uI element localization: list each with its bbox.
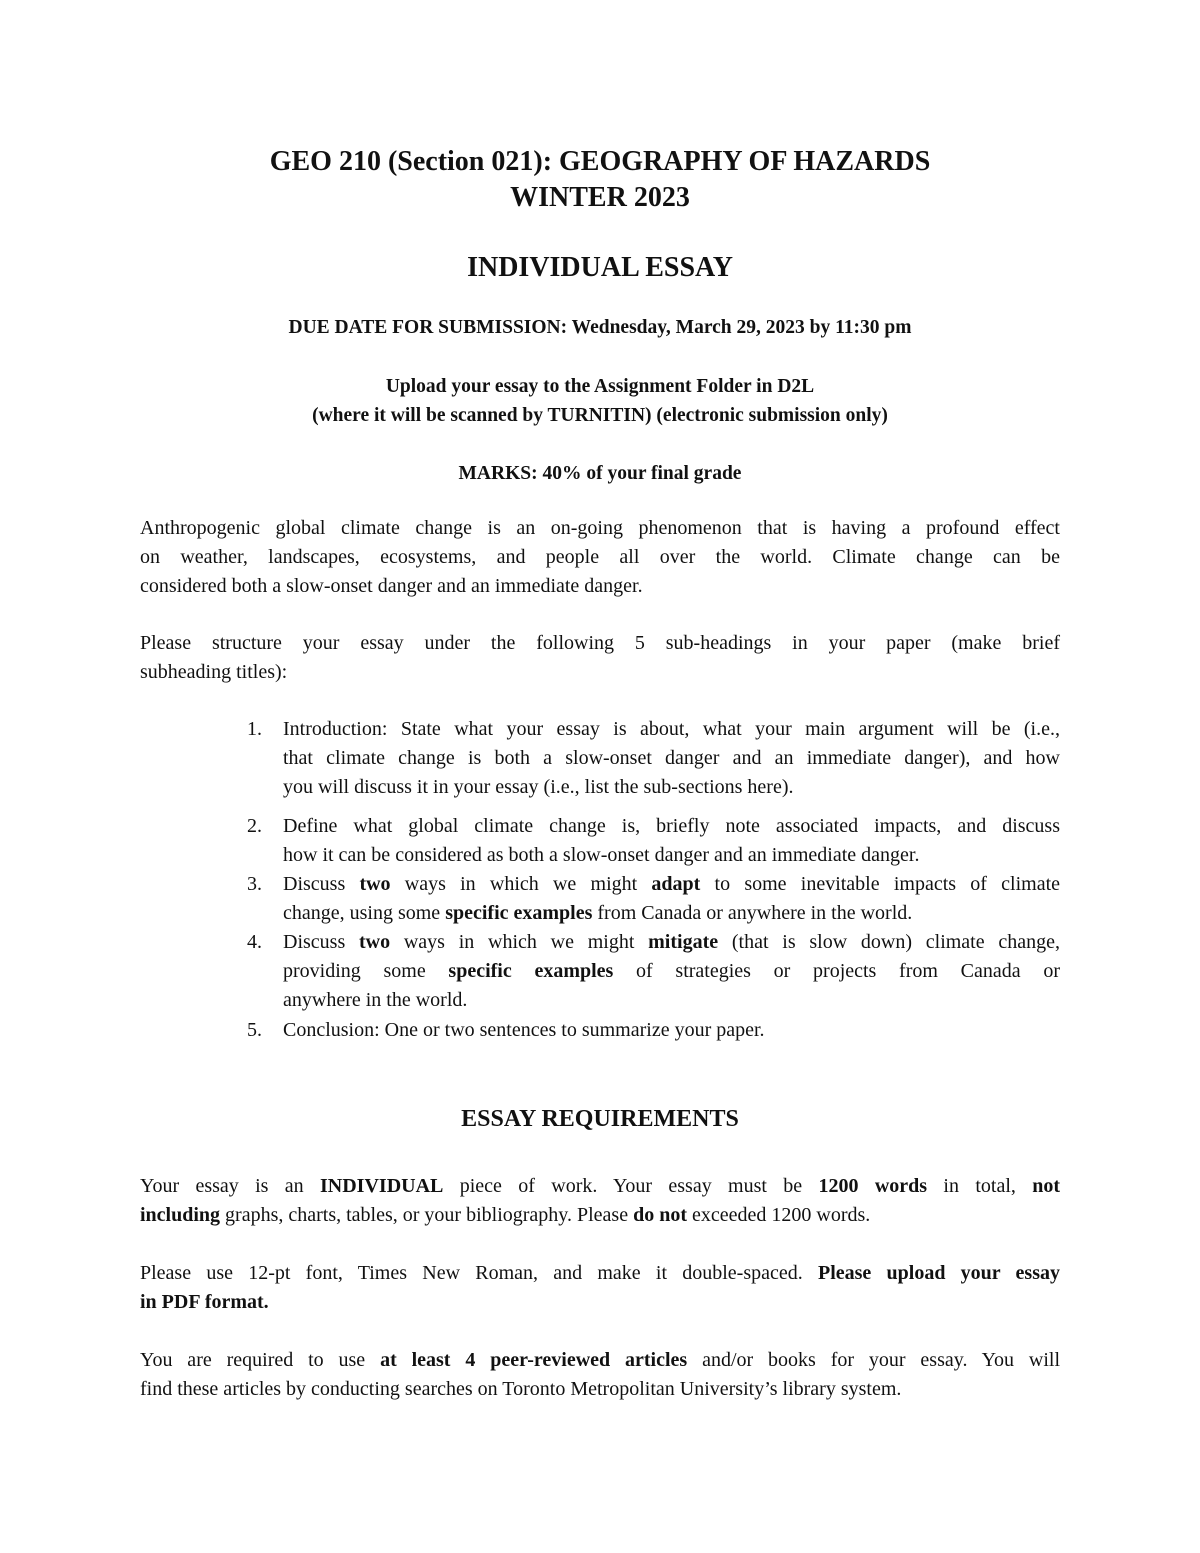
intro-paragraph <box>140 514 1060 601</box>
text: Define what global climate change is, briefly note associated impacts, and discuss <box>283 815 1060 837</box>
text-line <box>283 812 1060 841</box>
bold-text: 1200 words <box>818 1175 928 1197</box>
text: Your essay is an <box>140 1175 321 1197</box>
text-line <box>283 744 1060 773</box>
text: subheading titles): <box>140 661 288 683</box>
text-line <box>283 870 1060 899</box>
bold-text: in PDF format. <box>140 1291 269 1313</box>
text: Conclusion: One or two sentences to summarize your paper. <box>283 1019 765 1041</box>
bold-text: specific examples <box>445 902 593 924</box>
bold-text: do not <box>633 1204 687 1226</box>
text: (that is slow down) climate change, <box>718 931 1060 953</box>
list-number: 2. <box>247 815 262 837</box>
bold-text: mitigate <box>648 931 719 953</box>
text-line <box>283 899 1060 928</box>
list-number: 3. <box>247 873 262 895</box>
bold-text: including <box>140 1204 221 1226</box>
text-line <box>140 1201 1060 1230</box>
text-line <box>140 1346 1060 1375</box>
text-line <box>283 1016 1060 1045</box>
text: that climate change is both a slow-onset danger and an immediate danger), and how <box>283 747 1060 769</box>
text: Please structure your essay under the following 5 sub-headings in your paper (make brief <box>140 632 1060 654</box>
text: you will discuss it in your essay (i.e., list the sub-sections here). <box>283 776 794 798</box>
due-date: DUE DATE FOR SUBMISSION: Wednesday, March 29, 2023 by 11:30 pm <box>288 317 912 338</box>
text-line <box>140 543 1060 572</box>
text-line <box>283 715 1060 744</box>
bold-text: two <box>358 931 391 953</box>
text: and/or books for your essay. You will <box>687 1349 1061 1371</box>
list-item-text <box>283 928 1060 1015</box>
text: from Canada or anywhere in the world. <box>592 902 913 924</box>
text: You are required to use <box>140 1349 381 1371</box>
text: Discuss <box>283 931 359 953</box>
bold-text: adapt <box>651 873 701 895</box>
essay-title: INDIVIDUAL ESSAY <box>467 252 733 283</box>
text-line <box>283 928 1060 957</box>
bold-text: specific examples <box>448 960 614 982</box>
requirements-paragraph-2 <box>140 1259 1060 1317</box>
text: graphs, charts, tables, or your bibliography. Please <box>220 1204 634 1226</box>
bold-text: two <box>359 873 391 895</box>
bold-text: Please upload your essay <box>817 1262 1060 1284</box>
text-line <box>140 514 1060 543</box>
text: considered both a slow-onset danger and an immediate danger. <box>140 575 643 597</box>
marks: MARKS: 40% of your final grade <box>458 463 742 484</box>
text: in total, <box>927 1175 1033 1197</box>
requirements-heading: ESSAY REQUIREMENTS <box>461 1106 739 1132</box>
term: WINTER 2023 <box>510 182 690 213</box>
text: change, using some <box>283 902 446 924</box>
text: piece of work. Your essay must be <box>443 1175 819 1197</box>
text-line <box>140 658 1060 687</box>
upload-instructions: Upload your essay to the Assignment Folder in D2L <box>385 376 815 397</box>
text: ways in which we might <box>390 931 649 953</box>
text-line <box>283 957 1060 986</box>
text: on weather, landscapes, ecosystems, and people all over the world. Climate change can be <box>140 546 1060 568</box>
text: how it can be considered as both a slow-onset danger and an immediate danger. <box>283 844 920 866</box>
bold-text: at least 4 peer-reviewed articles <box>380 1349 688 1371</box>
text-line <box>283 841 1060 870</box>
list-item-text <box>283 1016 1060 1045</box>
text: find these articles by conducting searches on Toronto Metropolitan University’s library system. <box>140 1378 902 1400</box>
text: Please use 12-pt font, Times New Roman, and make it double-spaced. <box>140 1262 818 1284</box>
text: Introduction: State what your essay is about, what your main argument will be (i.e., <box>283 718 1060 740</box>
upload-note: (where it will be scanned by TURNITIN) (electronic submission only) <box>312 405 888 426</box>
list-number: 5. <box>247 1019 262 1041</box>
text-line <box>140 1288 1060 1317</box>
text-line <box>283 986 1060 1015</box>
course-title: GEO 210 (Section 021): GEOGRAPHY OF HAZARDS <box>269 146 931 177</box>
requirements-paragraph-1 <box>140 1172 1060 1230</box>
list-item-text <box>283 715 1060 802</box>
list-number: 4. <box>247 931 262 953</box>
text: exceeded 1200 words. <box>687 1204 871 1226</box>
text: providing some <box>283 960 449 982</box>
bold-text: not <box>1032 1175 1061 1197</box>
text: Anthropogenic global climate change is an on-going phenomenon that is having a profound effect <box>140 517 1060 539</box>
text-line <box>140 1172 1060 1201</box>
text-line <box>140 1259 1060 1288</box>
text-line <box>140 572 1060 601</box>
text: to some inevitable impacts of climate <box>700 873 1061 895</box>
list-number: 1. <box>247 718 262 740</box>
text: of strategies or projects from Canada or <box>613 960 1060 982</box>
text-line <box>283 773 1060 802</box>
bold-text: INDIVIDUAL <box>320 1175 444 1197</box>
text: ways in which we might <box>390 873 652 895</box>
text-line <box>140 1375 1060 1404</box>
text: Discuss <box>283 873 360 895</box>
structure-paragraph <box>140 629 1060 687</box>
list-item-text <box>283 870 1060 928</box>
requirements-paragraph-3 <box>140 1346 1060 1404</box>
text-line <box>140 629 1060 658</box>
text: anywhere in the world. <box>283 989 468 1011</box>
list-item-text <box>283 812 1060 870</box>
